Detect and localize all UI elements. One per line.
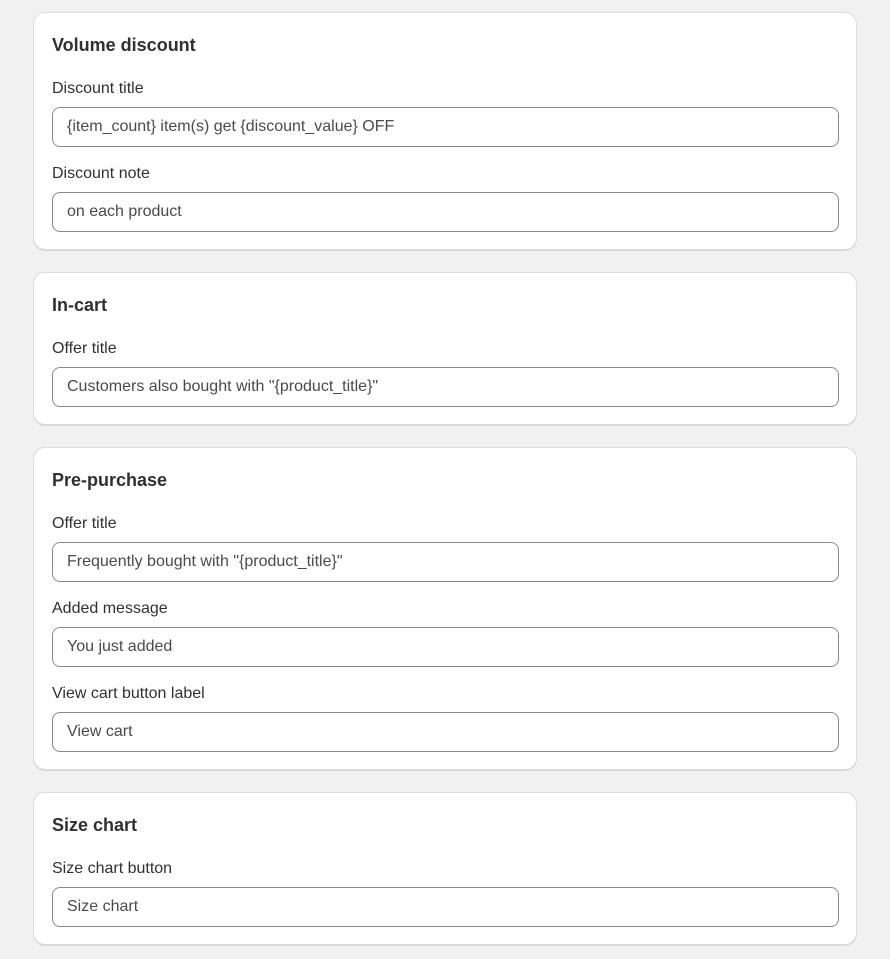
pre-purchase-offer-title-label: Offer title bbox=[52, 515, 117, 532]
pre-purchase-card bbox=[33, 447, 857, 770]
in-cart-heading: In-cart bbox=[52, 295, 108, 315]
view-cart-button-label-label: View cart button label bbox=[52, 685, 205, 702]
in-cart-offer-title-label: Offer title bbox=[52, 340, 117, 357]
volume-discount-heading: Volume discount bbox=[52, 35, 196, 55]
added-message-input[interactable] bbox=[52, 627, 839, 667]
size-chart-card bbox=[33, 792, 857, 945]
in-cart-offer-title-input[interactable] bbox=[52, 367, 839, 407]
discount-title-label: Discount title bbox=[52, 80, 144, 97]
size-chart-button-input[interactable] bbox=[52, 887, 839, 927]
pre-purchase-offer-title-input[interactable] bbox=[52, 542, 839, 582]
discount-title-input[interactable] bbox=[52, 107, 839, 147]
volume-discount-card bbox=[33, 12, 857, 250]
added-message-label: Added message bbox=[52, 600, 168, 617]
in-cart-card bbox=[33, 272, 857, 425]
size-chart-heading: Size chart bbox=[52, 815, 138, 835]
pre-purchase-heading: Pre-purchase bbox=[52, 470, 168, 490]
view-cart-button-label-input[interactable] bbox=[52, 712, 839, 752]
discount-note-label: Discount note bbox=[52, 165, 150, 182]
size-chart-button-label: Size chart button bbox=[52, 860, 173, 877]
discount-note-input[interactable] bbox=[52, 192, 839, 232]
